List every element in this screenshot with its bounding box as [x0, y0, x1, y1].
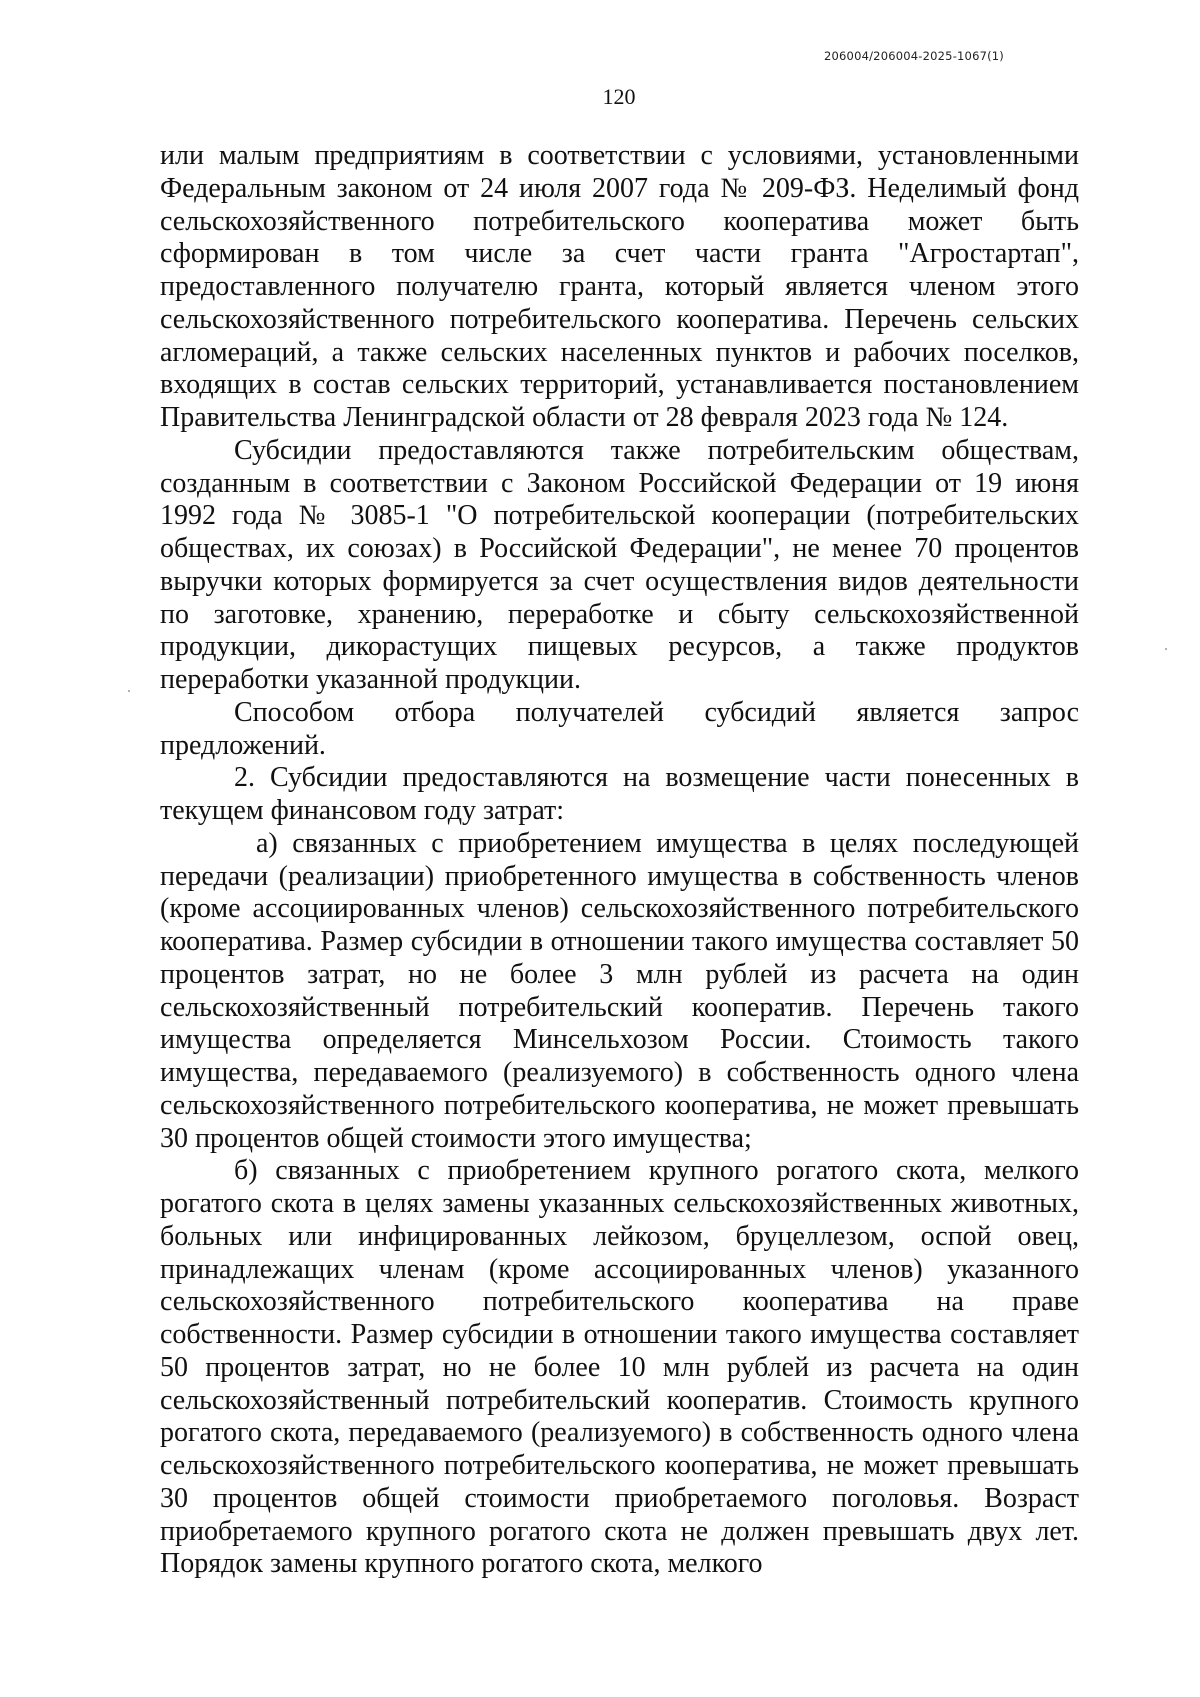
document-body: [160, 140, 1079, 1581]
paragraph-item-2: 2. Субсидии предоставляются на возмещение части понесенных в текущем финансовом году затрат:: [160, 762, 1079, 826]
scan-speck: [128, 690, 130, 692]
paragraph-selection-method: Способом отбора получателей субсидий является запрос предложений.: [160, 696, 1079, 761]
paragraph-subitem-b: б) связанных с приобретением крупного рогатого скота, мелкого рогатого скота в целях замены указанных сельскохозяйственных животных, больных или инфицированных лейкозом, бруцеллезом, оспой овец, принадлежащих членам (кроме ассоциированных членов) указанного сельскохозяйственного потребительского кооператива на праве собственности. Размер субсидии в отношении такого имущества составляет 50 процентов затрат, но не более 10 млн рублей из расчета на один сельскохозяйственный потребительский кооператив. Стоимость крупного рогатого скота, передаваемого (реализуемого) в собственность одного члена сельскохозяйственного потребительского кооператива, не может превышать 30 процентов общей стоимости приобретаемого поголовья. Возраст приобретаемого крупного рогатого скота не должен превышать двух лет. Порядок замены крупного рогатого скота, мелкого: [160, 1155, 1079, 1580]
paragraph-continuation: или малым предприятиям в соответствии с условиями, установленными Федеральным законом от 24 июля 2007 года № 209-ФЗ. Неделимый фонд сельскохозяйственного потребительского кооператива может быть сформирован в том числе за счет части гранта "Агростартап", предоставленного получателю гранта, который является членом этого сельскохозяйственного потребительского кооператива. Перечень сельских агломераций, а также сельских населенных пунктов и рабочих поселков, входящих в состав сельских территорий, устанавливается постановлением Правительства Ленинградской области от 28 февраля 2023 года № 124.: [160, 140, 1079, 433]
paragraph-subitem-a: а) связанных с приобретением имущества в целях последующей передачи (реализации) приобретенного имущества в собственность членов (кроме ассоциированных членов) сельскохозяйственного потребительского кооператива. Размер субсидии в отношении такого имущества составляет 50 процентов затрат, но не более 3 млн рублей из расчета на один сельскохозяйственный потребительский кооператив. Перечень такого имущества определяется Минсельхозом России. Стоимость такого имущества, передаваемого (реализуемого) в собственность одного члена сельскохозяйственного потребительского кооператива, не может превышать 30 процентов общей стоимости этого имущества;: [160, 827, 1079, 1154]
page-number: 120: [602, 84, 636, 109]
document-id: 206004/206004-2025-1067(1): [824, 49, 1004, 63]
paragraph-consumer-societies: Субсидии предоставляются также потребительским обществам, созданным в соответствии с Законом Российской Федерации от 19 июня 1992 года № 3085-1 "О потребительской кооперации (потребительских обществах, их союзах) в Российской Федерации", не менее 70 процентов выручки которых формируется за счет осуществления видов деятельности по заготовке, хранению, переработке и сбыту сельскохозяйственной продукции, дикорастущих пищевых ресурсов, а также продуктов переработки указанной продукции.: [160, 434, 1079, 695]
scan-speck: [1165, 648, 1167, 650]
